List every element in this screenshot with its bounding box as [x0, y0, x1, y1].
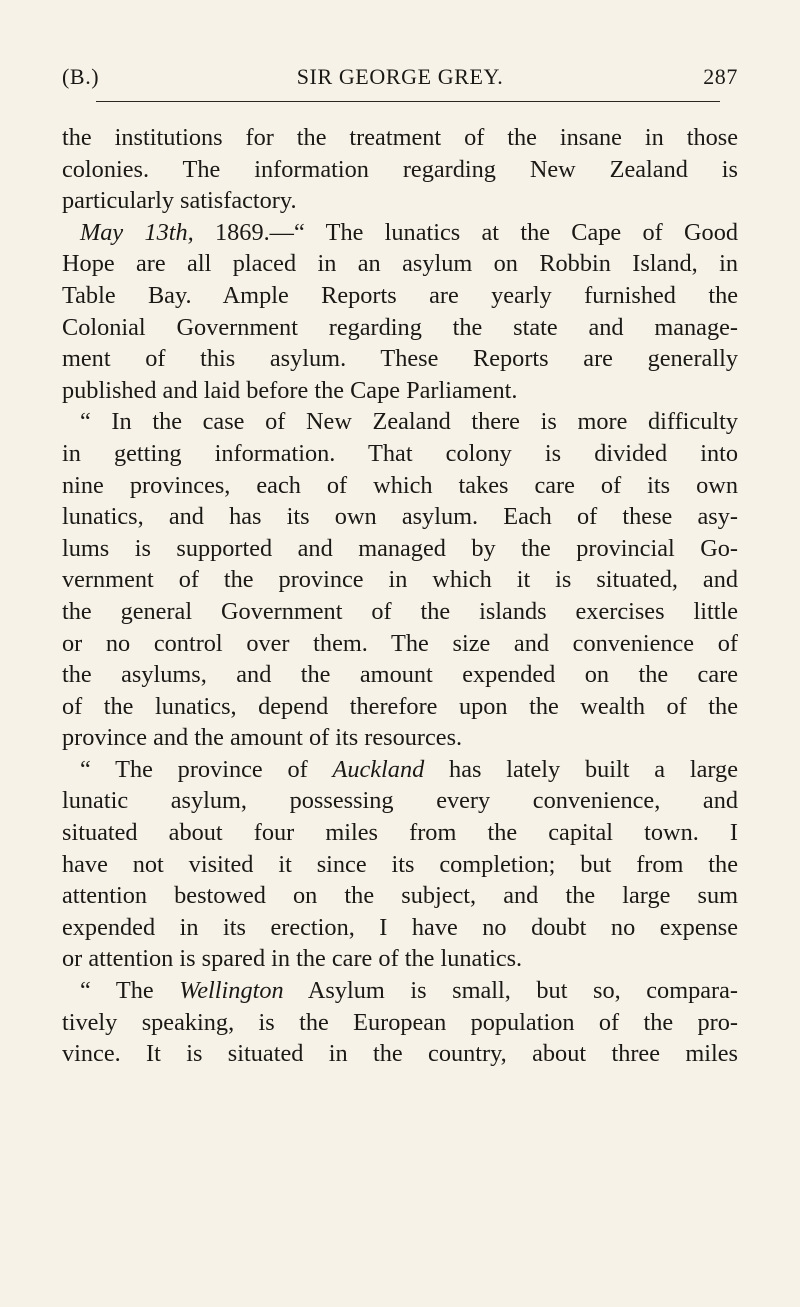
text-line	[62, 628, 738, 660]
text-line	[62, 943, 738, 975]
text-line	[62, 122, 738, 154]
line-text: has lately built a large	[424, 755, 738, 783]
page-number: 287	[703, 64, 738, 89]
line-text: Hope are all placed in an asylum on Robbin Island, in	[62, 250, 738, 278]
text-line	[62, 817, 738, 849]
line-text: lunatics, and has its own asylum. Each of these asy-	[62, 503, 738, 531]
text-line	[62, 754, 738, 786]
line-text: vince. It is situated in the country, about three miles	[62, 1040, 738, 1068]
text-line	[62, 406, 738, 438]
text-line	[62, 880, 738, 912]
text-line	[62, 722, 738, 754]
line-text: Colonial Government regarding the state and manage-	[62, 313, 738, 341]
text-line	[62, 849, 738, 881]
text-line	[62, 691, 738, 723]
line-text: Table Bay. Ample Reports are yearly furnished the	[62, 281, 738, 309]
line-text: attention bestowed on the subject, and the large sum	[62, 882, 738, 910]
line-text: “ In the case of New Zealand there is more difficulty	[80, 408, 738, 436]
line-text: in getting information. That colony is divided into	[62, 439, 738, 467]
italic-text: Wellington	[179, 977, 284, 1005]
italic-text: Auckland	[332, 755, 425, 783]
line-text: published and laid before the Cape Parliament.	[62, 376, 518, 404]
text-line	[62, 375, 738, 407]
line-text: the general Government of the islands exercises little	[62, 597, 738, 625]
text-line	[62, 659, 738, 691]
text-line	[62, 343, 738, 375]
text-line	[62, 280, 738, 312]
text-line	[62, 501, 738, 533]
line-text: colonies. The information regarding New Zealand is	[62, 155, 738, 183]
line-text: expended in its erection, I have no doubt no expense	[62, 913, 738, 941]
text-line	[62, 185, 738, 217]
section-marker: (B.)	[62, 64, 100, 89]
text-line	[62, 154, 738, 186]
italic-text: May 13th,	[80, 218, 194, 246]
line-text: or attention is spared in the care of the lunatics.	[62, 945, 523, 973]
line-text: tively speaking, is the European population of the pro-	[62, 1008, 738, 1036]
text-line	[62, 596, 738, 628]
line-text: province and the amount of its resources.	[62, 724, 463, 752]
line-text: situated about four miles from the capital town. I	[62, 819, 738, 847]
text-line	[62, 1007, 738, 1039]
text-line	[62, 312, 738, 344]
text-line	[62, 975, 738, 1007]
text-line	[62, 1038, 738, 1070]
line-text: “ The province of	[80, 755, 333, 783]
line-text: vernment of the province in which it is situated, and	[62, 566, 738, 594]
line-text: have not visited it since its completion; but from the	[62, 850, 738, 878]
body-text	[62, 122, 738, 1070]
line-text: or no control over them. The size and convenience of	[62, 629, 738, 657]
line-text: lums is supported and managed by the provincial Go-	[62, 534, 738, 562]
line-text: particularly satisfactory.	[62, 187, 297, 215]
line-text: Asylum is small, but so, compara-	[283, 977, 738, 1005]
text-line	[62, 785, 738, 817]
line-text: ment of this asylum. These Reports are generally	[62, 345, 738, 373]
text-line	[62, 248, 738, 280]
line-text: nine provinces, each of which takes care of its own	[62, 471, 738, 499]
line-text: lunatic asylum, possessing every convenience, and	[62, 787, 738, 815]
line-text: the institutions for the treatment of the insane in those	[62, 124, 738, 151]
line-text: 1869.—“ The lunatics at the Cape of Good	[193, 218, 738, 246]
text-line	[62, 217, 738, 249]
text-line	[62, 533, 738, 565]
running-title: SIR GEORGE GREY.	[296, 64, 504, 89]
line-text: of the lunatics, depend therefore upon the wealth of the	[62, 692, 738, 720]
text-line	[62, 912, 738, 944]
line-text: “ The	[80, 977, 180, 1005]
text-line	[62, 564, 738, 596]
running-head	[62, 64, 738, 90]
text-line	[62, 438, 738, 470]
line-text: the asylums, and the amount expended on the care	[62, 661, 738, 689]
header-rule	[96, 101, 720, 102]
text-line	[62, 470, 738, 502]
